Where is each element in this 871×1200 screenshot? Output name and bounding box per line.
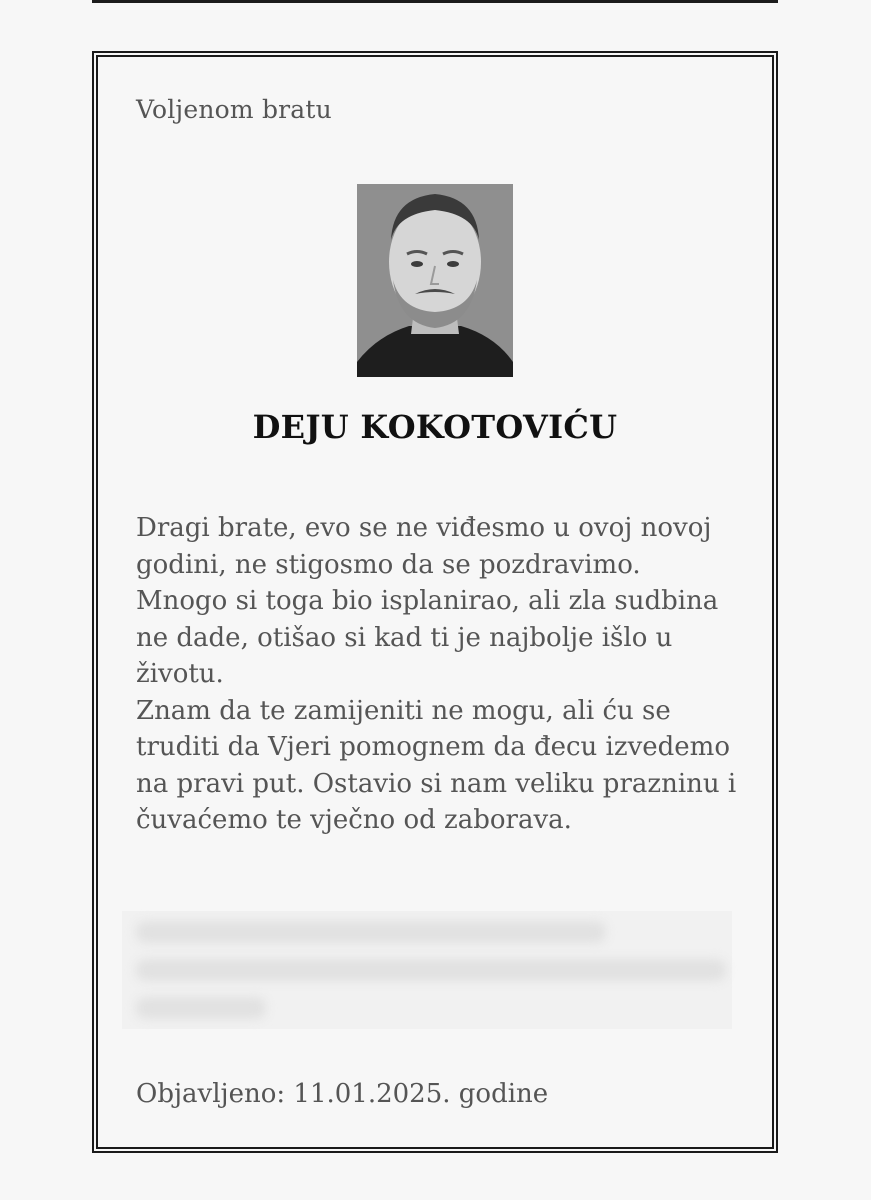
- obituary-card: [92, 51, 778, 1153]
- portrait-photo: [357, 184, 513, 377]
- message-body: [136, 510, 756, 839]
- deceased-name: DEJU KOKOTOVIĆU: [252, 408, 618, 446]
- top-divider: [92, 0, 778, 3]
- message-paragraph: Mnogo si toga bio isplanirao, ali zla sudbina ne dade, otišao si kad ti je najbolje išlo u životu.: [136, 586, 719, 689]
- message-paragraph: Znam da te zamijeniti ne mogu, ali ću se truditi da Vjeri pomognem da đecu izvedemo na pravi put. Ostavio si nam veliku prazninu i čuvaćemo te vječno od zaborava.: [136, 695, 737, 835]
- message-paragraph: Dragi brate, evo se ne viđesmo u ovoj novoj godini, ne stigosmo da se pozdravimo.: [136, 513, 712, 580]
- dedication-text: Voljenom bratu: [136, 95, 332, 124]
- blurred-signatures: [122, 911, 732, 1029]
- published-date: Objavljeno: 11.01.2025. godine: [136, 1079, 549, 1109]
- portrait-image: [357, 184, 513, 377]
